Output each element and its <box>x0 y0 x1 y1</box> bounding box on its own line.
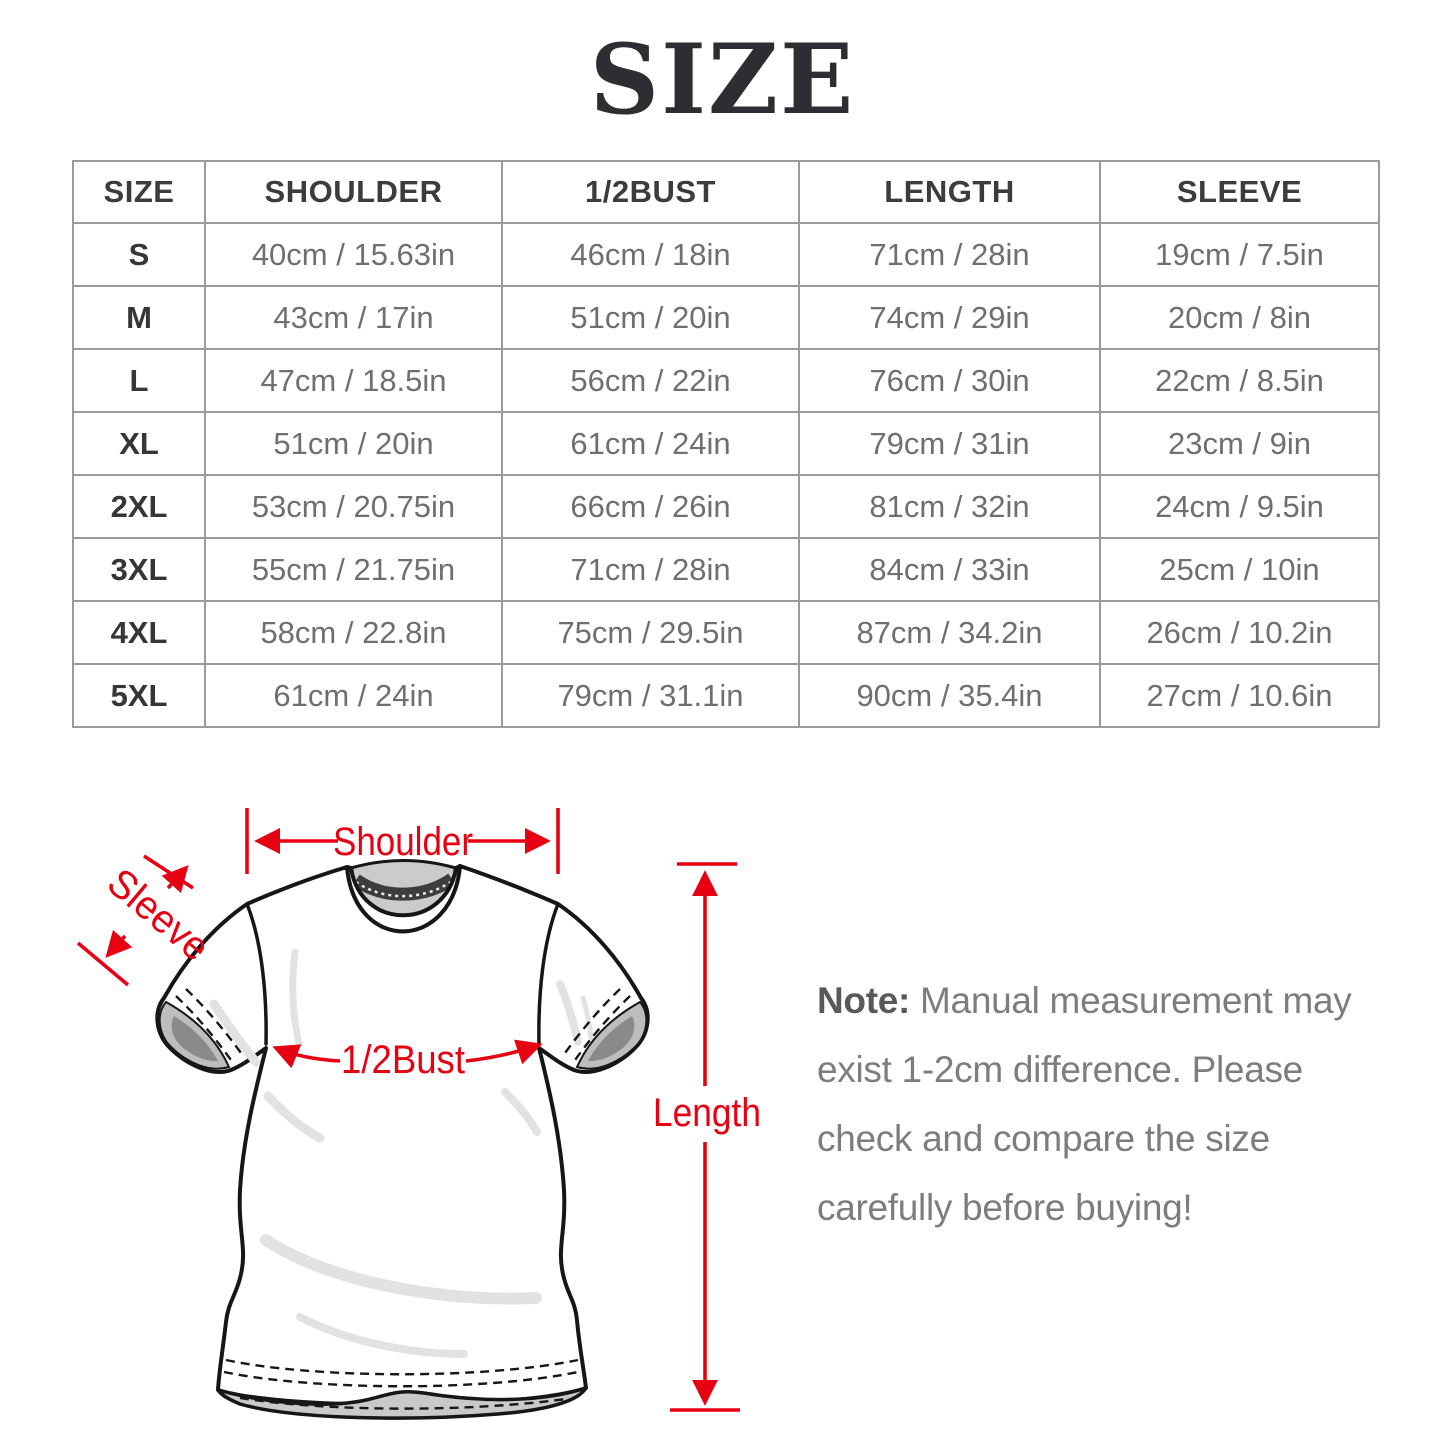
cell-halfbust: 71cm / 28in <box>502 538 799 601</box>
table-row <box>73 223 1379 286</box>
cell-shoulder: 53cm / 20.75in <box>205 475 502 538</box>
sleeve-arrow-down <box>108 936 125 955</box>
cell-length: 84cm / 33in <box>799 538 1100 601</box>
size-chart-table <box>72 160 1380 728</box>
header-sleeve: SLEEVE <box>1100 161 1379 223</box>
cell-shoulder: 55cm / 21.75in <box>205 538 502 601</box>
cell-halfbust: 51cm / 20in <box>502 286 799 349</box>
cell-size: XL <box>73 412 205 475</box>
cell-halfbust: 56cm / 22in <box>502 349 799 412</box>
cell-halfbust: 46cm / 18in <box>502 223 799 286</box>
cell-size: 5XL <box>73 664 205 727</box>
tshirt-illustration <box>157 861 647 1419</box>
cell-sleeve: 24cm / 9.5in <box>1100 475 1379 538</box>
table-row <box>73 475 1379 538</box>
cell-sleeve: 20cm / 8in <box>1100 286 1379 349</box>
cell-size: 4XL <box>73 601 205 664</box>
cell-halfbust: 79cm / 31.1in <box>502 664 799 727</box>
measurement-note <box>817 966 1351 1242</box>
table-row <box>73 412 1379 475</box>
cell-shoulder: 58cm / 22.8in <box>205 601 502 664</box>
sleeve-arrow-up <box>168 868 186 888</box>
cell-sleeve: 25cm / 10in <box>1100 538 1379 601</box>
table-row <box>73 664 1379 727</box>
note-label: Note: <box>817 980 911 1021</box>
cell-length: 87cm / 34.2in <box>799 601 1100 664</box>
cell-halfbust: 75cm / 29.5in <box>502 601 799 664</box>
note-text: Manual measurement may <box>910 980 1352 1021</box>
cell-shoulder: 40cm / 15.63in <box>205 223 502 286</box>
table-row <box>73 538 1379 601</box>
cell-size: 3XL <box>73 538 205 601</box>
cell-sleeve: 27cm / 10.6in <box>1100 664 1379 727</box>
cell-shoulder: 47cm / 18.5in <box>205 349 502 412</box>
cell-length: 79cm / 31in <box>799 412 1100 475</box>
cell-sleeve: 22cm / 8.5in <box>1100 349 1379 412</box>
cell-shoulder: 43cm / 17in <box>205 286 502 349</box>
cell-sleeve: 26cm / 10.2in <box>1100 601 1379 664</box>
cell-size: 2XL <box>73 475 205 538</box>
header-halfbust: 1/2BUST <box>502 161 799 223</box>
cell-sleeve: 23cm / 9in <box>1100 412 1379 475</box>
tshirt-body <box>157 866 647 1405</box>
cell-length: 81cm / 32in <box>799 475 1100 538</box>
header-size: SIZE <box>73 161 205 223</box>
sleeve-tick-bottom <box>78 943 128 985</box>
cell-shoulder: 51cm / 20in <box>205 412 502 475</box>
cell-length: 76cm / 30in <box>799 349 1100 412</box>
page-title: SIZE <box>589 23 856 136</box>
note-line: check and compare the size <box>817 1118 1270 1159</box>
table-header-row <box>73 161 1379 223</box>
note-line: carefully before buying! <box>817 1187 1193 1228</box>
cell-length: 71cm / 28in <box>799 223 1100 286</box>
cell-length: 90cm / 35.4in <box>799 664 1100 727</box>
table-row <box>73 349 1379 412</box>
bust-label: 1/2Bust <box>341 1038 465 1082</box>
length-label: Length <box>653 1091 761 1135</box>
header-shoulder: SHOULDER <box>205 161 502 223</box>
shoulder-label: Shoulder <box>333 820 473 864</box>
cell-halfbust: 66cm / 26in <box>502 475 799 538</box>
cell-shoulder: 61cm / 24in <box>205 664 502 727</box>
cell-size: S <box>73 223 205 286</box>
note-line: exist 1-2cm difference. Please <box>817 1049 1303 1090</box>
cell-sleeve: 19cm / 7.5in <box>1100 223 1379 286</box>
cell-size: M <box>73 286 205 349</box>
table-row <box>73 601 1379 664</box>
note-line <box>817 966 1351 1035</box>
cell-length: 74cm / 29in <box>799 286 1100 349</box>
sleeve-label: Sleeve <box>99 860 221 973</box>
table-row <box>73 286 1379 349</box>
cell-size: L <box>73 349 205 412</box>
header-length: LENGTH <box>799 161 1100 223</box>
cell-halfbust: 61cm / 24in <box>502 412 799 475</box>
length-dimension <box>653 864 761 1410</box>
